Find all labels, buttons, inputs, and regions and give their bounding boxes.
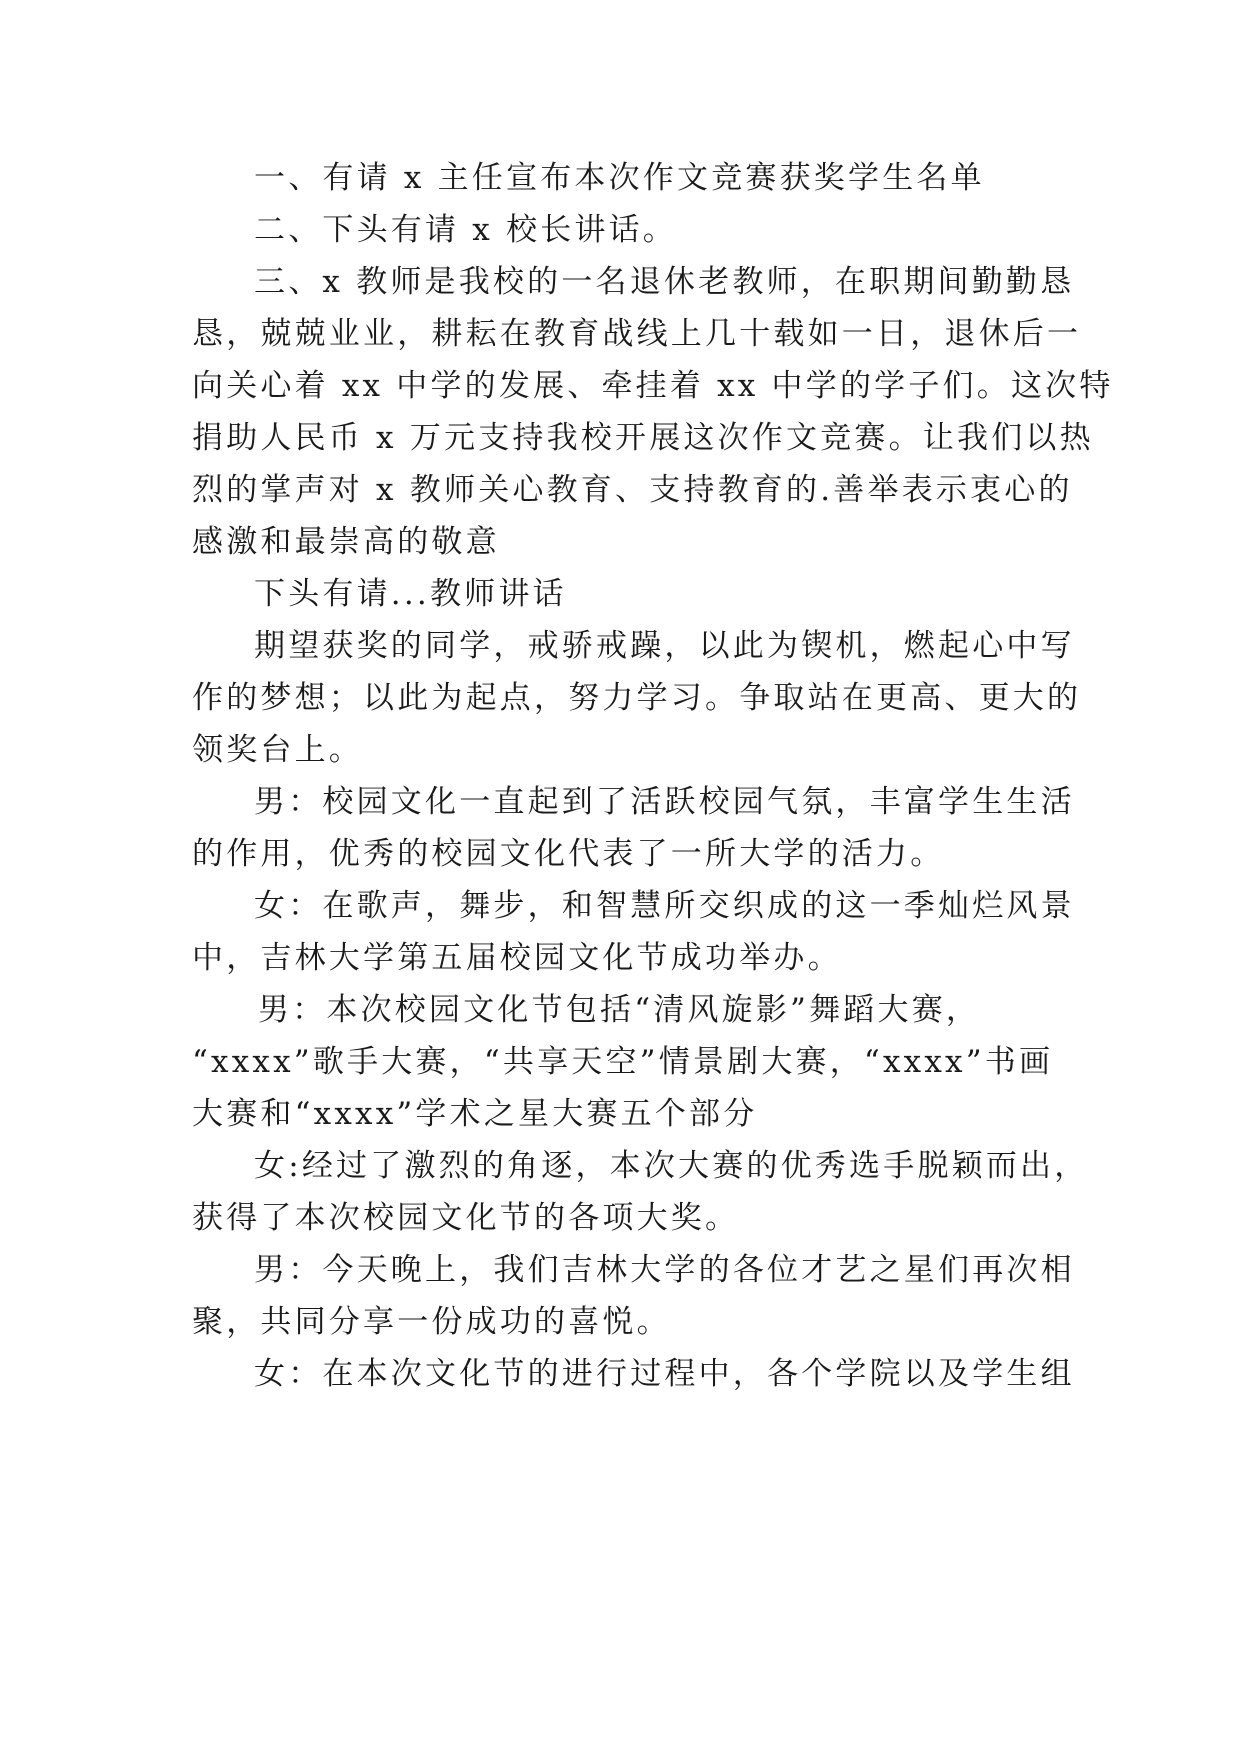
text-line: 大赛和“xxxx”学术之星大赛五个部分 bbox=[192, 1096, 758, 1132]
text-line: 男：本次校园文化节包括“清风旋影”舞蹈大赛， bbox=[258, 992, 981, 1028]
text-line: 作的梦想；以此为起点，努力学习。争取站在更高、更大的 bbox=[192, 680, 1082, 716]
text-line: 二、下头有请 x 校长讲话。 bbox=[254, 212, 677, 248]
text-line: 感激和最崇高的敬意 bbox=[192, 524, 500, 560]
text-line: 男：今天晚上，我们吉林大学的各位才艺之星们再次相 bbox=[254, 1252, 1075, 1288]
text-line: 女:经过了激烈的角逐，本次大赛的优秀选手脱颖而出， bbox=[254, 1148, 1089, 1184]
text-line: 女：在本次文化节的进行过程中，各个学院以及学生组 bbox=[254, 1356, 1075, 1392]
text-line: 男：校园文化一直起到了活跃校园气氛，丰富学生生活 bbox=[254, 784, 1075, 820]
text-line: 获得了本次校园文化节的各项大奖。 bbox=[192, 1200, 740, 1236]
text-line: 聚，共同分享一份成功的喜悦。 bbox=[192, 1304, 671, 1340]
text-line: 期望获奖的同学，戒骄戒躁，以此为锲机，燃起心中写 bbox=[254, 628, 1075, 664]
text-line: “xxxx”歌手大赛，“共享天空”情景剧大赛，“xxxx”书画 bbox=[192, 1044, 1054, 1080]
text-line: 三、x 教师是我校的一名退休老教师，在职期间勤勤恳 bbox=[254, 264, 1075, 300]
text-line: 下头有请...教师讲话 bbox=[254, 576, 567, 612]
text-line: 恳，兢兢业业，耕耘在教育战线上几十载如一日，退休后一 bbox=[192, 316, 1082, 352]
text-line: 的作用，优秀的校园文化代表了一所大学的活力。 bbox=[192, 836, 945, 872]
text-line: 中，吉林大学第五届校园文化节成功举办。 bbox=[192, 940, 842, 976]
text-line: 向关心着 xx 中学的发展、牵挂着 xx 中学的学子们。这次特 bbox=[192, 368, 1114, 404]
text-line: 捐助人民币 x 万元支持我校开展这次作文竞赛。让我们以热 bbox=[192, 420, 1094, 456]
text-line: 女：在歌声，舞步，和智慧所交织成的这一季灿烂风景 bbox=[254, 888, 1075, 924]
text-line: 一、有请 x 主任宣布本次作文竞赛获奖学生名单 bbox=[254, 160, 985, 196]
text-line: 领奖台上。 bbox=[192, 732, 363, 768]
text-line: 烈的掌声对 x 教师关心教育、支持教育的.善举表示衷心的 bbox=[192, 472, 1073, 508]
